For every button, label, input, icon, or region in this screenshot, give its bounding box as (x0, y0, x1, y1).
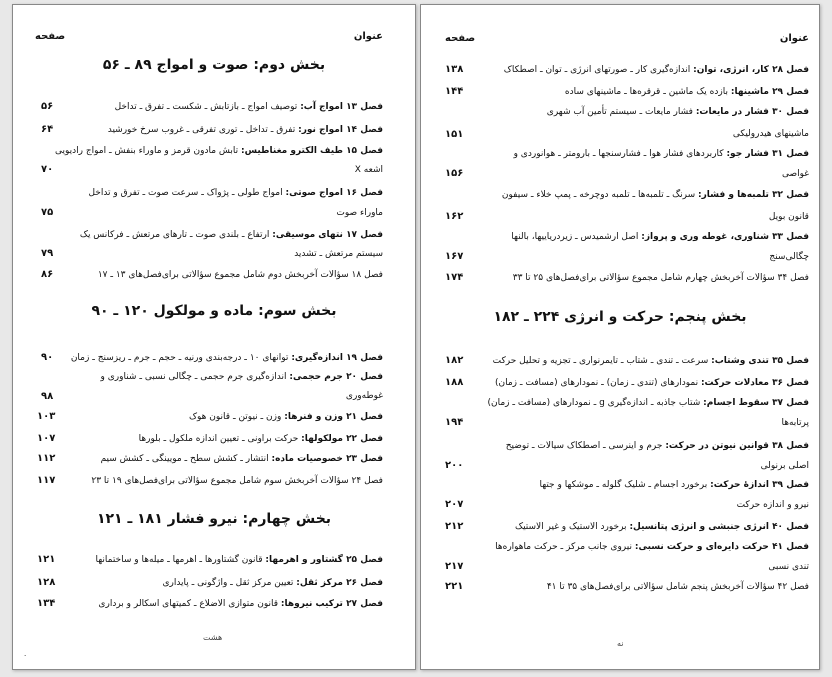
page-number: ۲۰۰ (445, 460, 464, 471)
toc-entry: فصل ۳۸ قوانین نیوتن در حرکت: جرم و اینرسی ـ اصطکاک سیالات ـ توضیح (505, 441, 809, 451)
toc-entry: فصل ۳۱ فشار جو: کاربردهای فشار هوا ـ فشارسنجها ـ بارومتر ـ هوانوردی و (513, 149, 809, 159)
page-number: ۱۵۶ (445, 168, 464, 179)
header-title: عنوان (353, 31, 383, 42)
header-page-label: صفحه (35, 31, 66, 42)
toc-entry: فصل ۲۲ مولکولها: حرکت براونی ـ تعیین اندازه ملکول ـ بلورها (138, 434, 383, 444)
right-page (420, 4, 820, 670)
toc-entry: فصل ۴۰ انرژی جنبشی و انرژی پتانسیل: برخورد الاستیک و غیر الاستیک (515, 522, 809, 532)
page-number: ۱۶۷ (445, 251, 464, 262)
toc-entry: فصل ۲۶ مرکز ثقل: تعیین مرکز ثقل ـ واژگونی ـ پایداری (162, 578, 383, 588)
section-title: بخش سوم: ماده و مولکول ۱۲۰ ـ ۹۰ (91, 303, 337, 319)
header-title: عنوان (779, 33, 809, 44)
corner-mark: ٠ (23, 651, 28, 660)
page-number: ۵۶ (41, 101, 54, 112)
toc-entry: فصل ۲۵ گشتاور و اهرمها: قانون گشتاورها ـ اهرمها ـ میله‌ها و ساختمانها (95, 555, 383, 565)
toc-entry: فصل ۲۰ جرم حجمی: اندازه‌گیری جرم حجمی ـ چگالی نسبی ـ شناوری و (100, 372, 383, 382)
toc-entry-continuation: غواصی (782, 169, 809, 179)
toc-entry: فصل ۱۸ سؤالات آخربخش دوم شامل مجموع سؤالاتی برای‌فصل‌های ۱۳ ـ ۱۷ (97, 270, 383, 280)
page-number: ۱۰۳ (37, 411, 56, 422)
toc-entry-continuation: سیستم مرتعش ـ تشدید (294, 249, 383, 259)
page-number: ۱۴۴ (445, 86, 464, 97)
toc-entry: فصل ۲۳ خصوصیات ماده: انتشار ـ کشش سطح ـ مویینگی ـ کشش سیم (100, 454, 383, 464)
page-number: ۶۴ (41, 124, 54, 135)
toc-entry-continuation: نیرو و اندازه حرکت (736, 500, 809, 510)
toc-entry: فصل ۳۰ فشار در مایعات: فشار مایعات ـ سیستم تأمین آب شهری (546, 107, 809, 117)
page-number: ۲۲۱ (445, 581, 464, 592)
toc-entry: فصل ۳۶ معادلات حرکت: نمودارهای (تندی ـ زمان) ـ نمودارهای (مسافت ـ زمان) (494, 378, 809, 388)
toc-entry: فصل ۳۲ تلمبه‌ها و فشار: سرنگ ـ تلمبه‌ها ـ تلمبه دوچرخه ـ پمپ خلاء ـ سیفون (501, 190, 809, 200)
toc-entry: فصل ۳۹ اندازهٔ حرکت: برخورد اجسام ـ شلیک گلوله ـ موشکها و جتها (539, 480, 809, 490)
page-footer-numeral: هشت (203, 633, 223, 642)
toc-entry: فصل ۲۸ کار، انرژی، توان: اندازه‌گیری کار ـ صورتهای انرژی ـ توان ـ اصطکاک (503, 65, 809, 75)
toc-entry-continuation: ماشینهای هیدرولیکی (732, 129, 809, 139)
page-footer-numeral: نه (617, 639, 624, 648)
page-number: ۱۲۱ (37, 554, 56, 565)
page-number: ۱۰۷ (37, 433, 56, 444)
toc-entry: فصل ۲۷ ترکیب نیروها: قانون متوازی الاضلاع ـ کمیتهای اسکالر و برداری (98, 599, 383, 609)
page-number: ۷۰ (41, 164, 54, 175)
section-title: بخش چهارم: نیرو فشار ۱۸۱ ـ ۱۲۱ (96, 511, 332, 527)
page-number: ۹۸ (41, 391, 54, 402)
toc-entry: فصل ۱۷ نتهای موسیقی: ارتفاع ـ بلندی صوت ـ تارهای مرتعش ـ فرکانس یک (79, 230, 383, 240)
page-number: ۹۰ (41, 352, 54, 363)
toc-entry: فصل ۲۱ وزن و فنرها: وزن ـ نیوتن ـ قانون هوک (188, 412, 383, 422)
toc-entry-continuation: غوطه‌وری (345, 391, 383, 401)
toc-entry: فصل ۴۱ حرکت دایره‌ای و حرکت نسبی: نیروی جانب مرکز ـ حرکت ماهواره‌ها (495, 542, 809, 552)
page-number: ۱۲۸ (37, 577, 56, 588)
toc-entry: فصل ۳۷ سقوط اجسام: شتاب جاذبه ـ اندازه‌گیری g ـ نمودارهای (مسافت ـ زمان) (487, 398, 809, 408)
toc-entry-continuation: تندی نسبی (768, 562, 809, 572)
page-number: ۱۸۲ (445, 355, 464, 366)
toc-entry: فصل ۳۵ تندی وشتاب: سرعت ـ تندی ـ شتاب ـ تایمرنواری ـ تجزیه و تحلیل حرکت (492, 356, 809, 366)
toc-entry: فصل ۱۹ اندازه‌گیری: توانهای ۱۰ ـ درجه‌بندی ورنیه ـ حجم ـ جرم ـ ریزسنج ـ زمان (70, 353, 383, 363)
toc-entry: فصل ۱۵ طیف الکترو مغناطیس: تابش مادون قرمز و ماوراء بنفش ـ امواج رادیویی (54, 146, 383, 156)
page-number: ۱۱۷ (37, 475, 56, 486)
section-title: بخش دوم: صوت و امواج ۸۹ ـ ۵۶ (102, 57, 326, 73)
toc-entry-continuation: ماوراء صوت (336, 208, 383, 218)
toc-entry: فصل ۴۲ سؤالات آخربخش پنجم شامل سؤالاتی برای‌فصل‌های ۳۵ تا ۴۱ (546, 582, 809, 592)
toc-entry-continuation: چگالی‌سنج (769, 252, 809, 262)
toc-entry: فصل ۱۴ امواج نور: تفرق ـ تداخل ـ توری تفرقی ـ غروب سرخ خورشید (107, 125, 383, 135)
page-number: ۱۳۸ (445, 64, 464, 75)
page-number: ۷۵ (41, 207, 54, 218)
toc-entry-continuation: اصلی برنولی (760, 461, 809, 471)
header-page-label: صفحه (445, 33, 476, 44)
section-title: بخش پنجم: حرکت و انرژی ۲۲۴ ـ ۱۸۲ (493, 309, 747, 325)
toc-entry: فصل ۱۶ امواج صوتی: امواج طولی ـ پژواک ـ سرعت صوت ـ تفرق و تداخل (88, 188, 383, 198)
left-page (12, 4, 416, 670)
toc-entry: فصل ۳۴ سؤالات آخربخش چهارم شامل مجموع سؤالاتی برای‌فصل‌های ۲۵ تا ۳۳ (512, 273, 809, 283)
page-number: ۱۳۴ (37, 598, 56, 609)
toc-entry: فصل ۱۳ امواج آب: توصیف امواج ـ بازتابش ـ شکست ـ تفرق ـ تداخل (114, 102, 383, 112)
toc-entry: فصل ۳۳ شناوری، غوطه وری و پرواز: اصل ارشمیدس ـ زیردریاییها، بالنها (511, 232, 809, 242)
page-number: ۸۶ (41, 269, 54, 280)
page-number: ۱۶۲ (445, 211, 464, 222)
page-number: ۱۵۱ (445, 129, 464, 140)
toc-entry-continuation: قانون بویل (768, 212, 809, 222)
page-number: ۱۷۴ (445, 272, 464, 283)
page-number: ۲۰۷ (445, 499, 464, 510)
toc-entry-continuation: پرتابه‌ها (781, 418, 809, 428)
page-number: ۱۹۴ (445, 417, 464, 428)
page-number: ۲۱۲ (445, 521, 464, 532)
toc-entry-continuation: اشعه X (354, 165, 383, 175)
toc-entry: فصل ۲۴ سؤالات آخربخش سوم شامل مجموع سؤالاتی برای‌فصل‌های ۱۹ تا ۲۳ (91, 476, 383, 486)
toc-entry: فصل ۲۹ ماشینها: بازده یک ماشین ـ قرقره‌ها ـ ماشینهای ساده (564, 87, 809, 97)
page-number: ۱۸۸ (445, 377, 464, 388)
page-number: ۷۹ (41, 248, 54, 259)
page-number: ۱۱۲ (37, 453, 56, 464)
page-number: ۲۱۷ (445, 561, 464, 572)
